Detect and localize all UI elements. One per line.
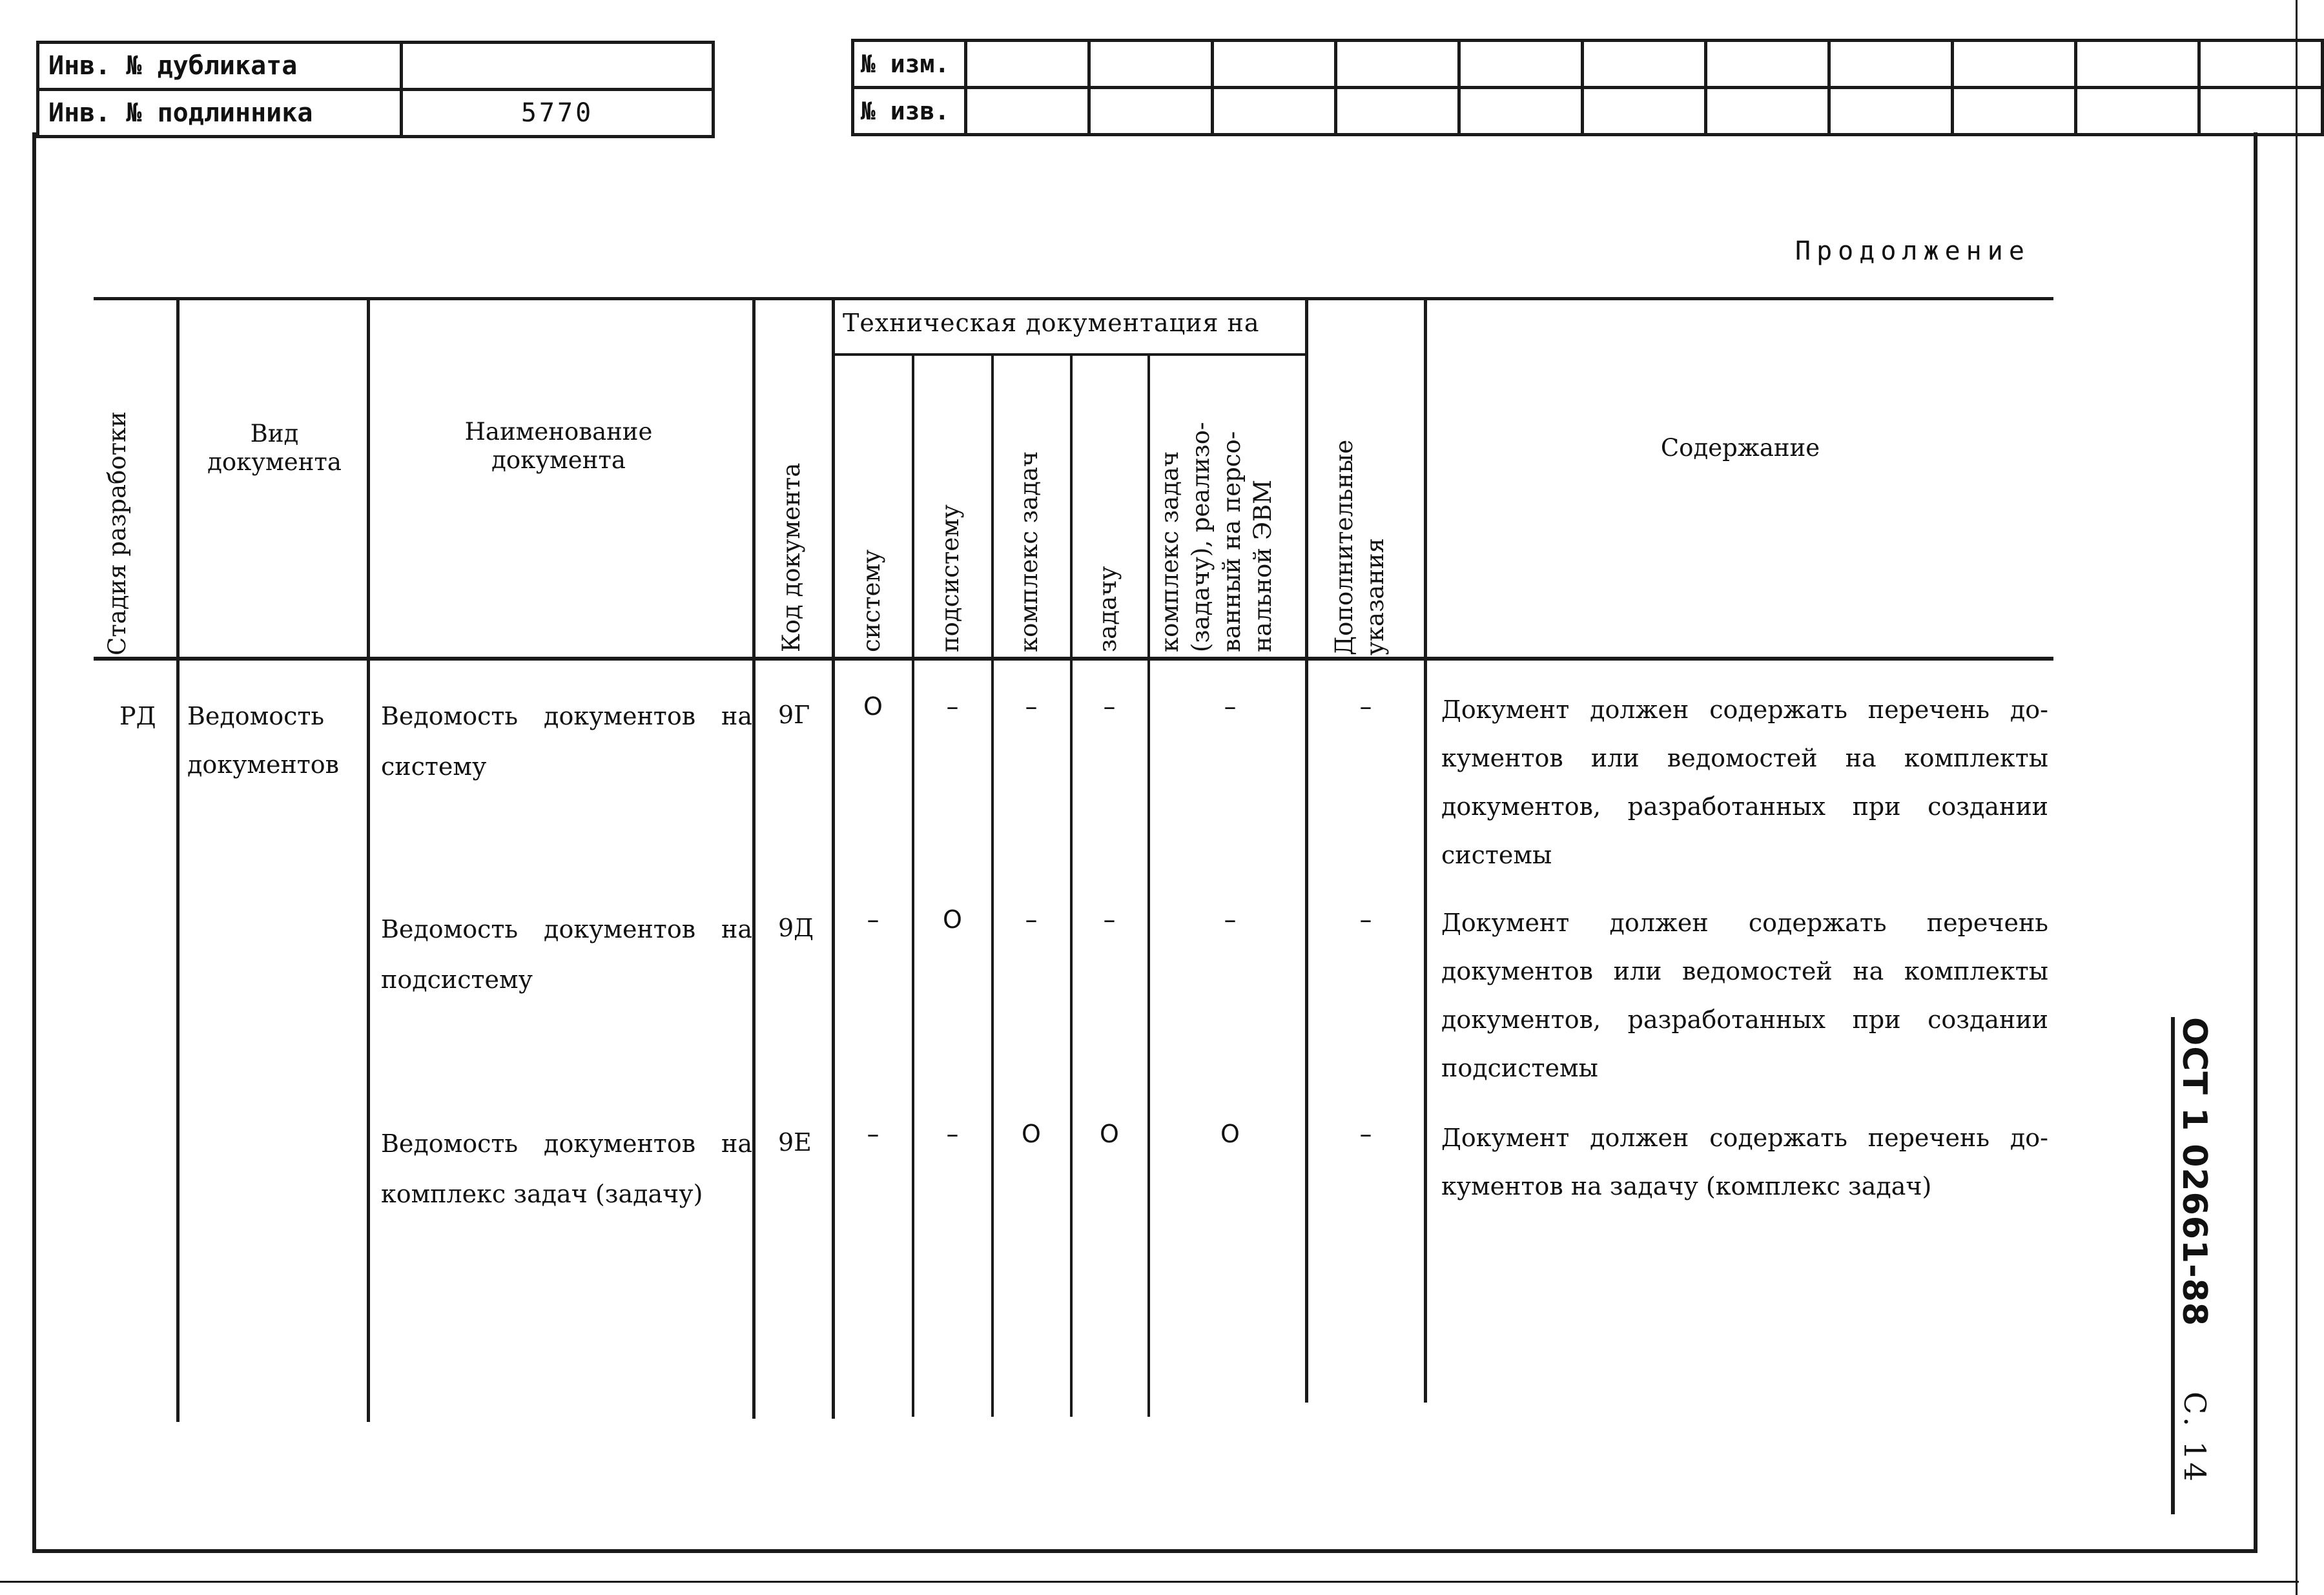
izm-cell	[1705, 41, 1829, 88]
header-pc-line: (задачу), реализо-	[1187, 422, 1215, 652]
row-mark: О	[1100, 1120, 1119, 1148]
duplicate-inv-label: Инв. № дубликата	[38, 43, 402, 90]
inventory-stamp	[36, 41, 715, 138]
col-divider	[912, 355, 914, 1417]
row-mark: –	[1224, 692, 1237, 721]
scan-edge-bottom	[0, 1581, 2299, 1583]
row-content: Документ должен содержать перечень документов или ведомостей на комплекты документов, разработанных при создании подсистемы	[1441, 909, 2048, 1082]
izm-cell	[1089, 41, 1212, 88]
row-code: 9Д	[778, 914, 814, 942]
row-name: Ведомость документов на систему	[381, 702, 752, 781]
header-pc-line: комплекс задач	[1156, 451, 1184, 652]
row-mark: –	[1359, 905, 1372, 934]
izv-cell	[1829, 88, 1952, 135]
izm-cell	[2199, 41, 2322, 88]
izv-cell	[965, 88, 1089, 135]
row-mark: –	[867, 905, 879, 934]
continuation-label: Продолжение	[1795, 236, 2030, 266]
header-kind: Вид документа	[207, 420, 342, 477]
original-inv-label: Инв. № подлинника	[38, 90, 402, 137]
header-bottom-border	[94, 657, 2053, 661]
header-tech-group: Техническая документация на	[843, 309, 1260, 337]
row-mark: О	[1220, 1120, 1240, 1148]
row-mark: –	[1224, 905, 1237, 934]
izv-label: № изв.	[853, 88, 966, 135]
duplicate-inv-value	[402, 43, 714, 90]
col-divider	[1305, 298, 1308, 1403]
scan-edge-right	[2296, 0, 2298, 1595]
row-mark: О	[1022, 1120, 1041, 1148]
table-top-border	[94, 297, 2053, 300]
col-divider	[1147, 355, 1150, 1417]
row-mark: –	[946, 1120, 959, 1148]
izm-cell	[1335, 41, 1459, 88]
header-stage: Стадия разработки	[103, 411, 131, 655]
header-pc-line: нальной ЭВМ	[1249, 479, 1277, 652]
row-mark: –	[1025, 905, 1038, 934]
row-name: Ведомость документов на подсистему	[381, 915, 752, 994]
row-mark: О	[943, 905, 962, 934]
izv-cell	[1212, 88, 1335, 135]
row-mark: –	[1103, 692, 1116, 721]
izm-cell	[1952, 41, 2075, 88]
izv-cell	[2075, 88, 2199, 135]
col-divider	[367, 298, 370, 1422]
izv-cell	[1952, 88, 2075, 135]
izv-cell	[2199, 88, 2322, 135]
header-pc-block	[1156, 381, 1301, 655]
col-divider	[1070, 355, 1073, 1417]
changes-table	[851, 39, 2324, 136]
izv-cell	[1705, 88, 1829, 135]
izm-cell	[1582, 41, 1705, 88]
row-mark: –	[867, 1120, 879, 1148]
page-number: С. 14	[2177, 1392, 2212, 1484]
izv-cell	[1335, 88, 1459, 135]
izv-cell	[1582, 88, 1705, 135]
header-pc-line: ванный на персо-	[1218, 431, 1246, 652]
standard-designation: ОСТ 1 02661-88	[2175, 1017, 2214, 1327]
row-mark: –	[946, 692, 959, 721]
header-name: Наименование документа	[464, 418, 653, 475]
izm-cell	[1829, 41, 1952, 88]
row-content: Документ должен содержать перечень до- кументов на задачу (комплекс задач)	[1441, 1124, 2048, 1200]
row-mark: –	[1359, 692, 1372, 721]
header-complex: комплекс задач	[1015, 451, 1043, 652]
izm-label: № изм.	[853, 41, 966, 88]
header-extra-2: указания	[1361, 538, 1389, 655]
original-inv-value: 5770	[402, 90, 714, 137]
row-code: 9Г	[778, 701, 810, 729]
col-divider	[1424, 298, 1427, 1403]
row-content: Документ должен содержать перечень до- кументов или ведомостей на комплекты документов, разработанных при создании системы	[1441, 695, 2048, 869]
header-subsystem: подсистему	[936, 504, 964, 652]
row-mark: –	[1103, 905, 1116, 934]
header-content: Содержание	[1660, 434, 1820, 462]
row-mark: –	[1359, 1120, 1372, 1148]
izv-cell	[1459, 88, 1582, 135]
izv-cell	[1089, 88, 1212, 135]
izm-cell	[1212, 41, 1335, 88]
header-task: задачу	[1094, 566, 1122, 652]
header-system: систему	[858, 549, 885, 652]
row-mark: О	[863, 692, 883, 721]
row-name: Ведомость документов на комплекс задач (задачу)	[381, 1129, 752, 1208]
col-divider	[752, 298, 756, 1419]
row-code: 9Е	[778, 1128, 812, 1157]
kind-value: Ведомость документов	[187, 702, 340, 779]
header-code: Код документа	[777, 462, 805, 652]
izm-cell	[965, 41, 1089, 88]
col-divider	[991, 355, 994, 1417]
izm-cell	[2075, 41, 2199, 88]
izm-cell	[1459, 41, 1582, 88]
col-divider	[176, 298, 180, 1422]
col-divider	[832, 298, 835, 1419]
header-extra: Дополнительные	[1330, 439, 1358, 655]
row-mark: –	[1025, 692, 1038, 721]
stage-value: РД	[119, 702, 156, 730]
